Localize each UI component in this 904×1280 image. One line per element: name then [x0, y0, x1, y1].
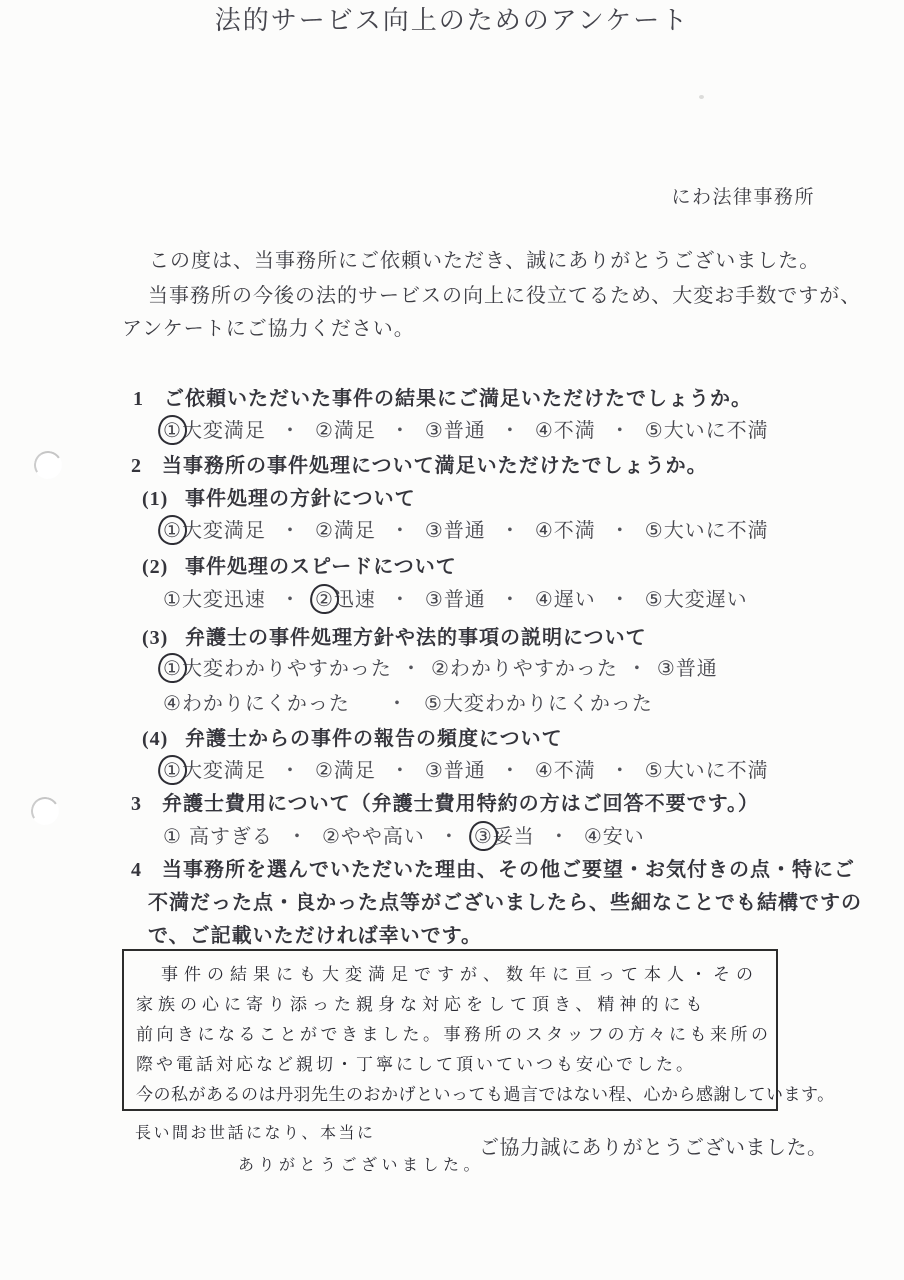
question-2-4-options [163, 759, 769, 783]
option-number: ③ [424, 420, 444, 442]
question-2-heading [131, 454, 708, 478]
option [322, 826, 425, 848]
option [645, 420, 769, 442]
option-label: 大いに不満 [663, 760, 769, 782]
intro-line: この度は、当事務所にご依頼いただき、誠にありがとうございました。 [149, 250, 821, 272]
option-label: 大変わかりにくかった [442, 693, 653, 715]
option [657, 658, 718, 680]
sub-question-number: (3) [142, 627, 169, 649]
question-3-options [163, 825, 645, 849]
option-label: 高すぎる [188, 826, 273, 848]
question-4-heading [131, 858, 855, 882]
option-label: 安い [602, 826, 645, 848]
option-label: 不満 [553, 520, 596, 542]
option-label: 妥当 [492, 826, 535, 848]
option [163, 760, 266, 782]
option-number: ③ [424, 760, 444, 782]
question-2-2-options [163, 588, 748, 612]
punch-hole-artifact [28, 794, 61, 827]
sub-question-number: (1) [142, 488, 169, 510]
option-separator: ・ [389, 760, 411, 782]
option-number: ③ [424, 520, 444, 542]
option-separator: ・ [386, 693, 408, 715]
option [315, 420, 376, 442]
option-separator: ・ [286, 826, 308, 848]
sub-question-text: 弁護士からの事件の報告の頻度について [185, 728, 563, 750]
option-separator: ・ [609, 589, 631, 611]
option-number: ④ [583, 826, 603, 848]
question-2-number: 2 [131, 455, 142, 477]
option-separator: ・ [279, 589, 301, 611]
option [163, 693, 350, 715]
option [315, 520, 376, 542]
option-number: ④ [534, 760, 554, 782]
option-label: 大いに不満 [663, 420, 769, 442]
option-label: わかりやすかった [449, 658, 618, 680]
option-number: ④ [534, 420, 554, 442]
option-label: 満足 [333, 520, 376, 542]
option-number: ① [163, 826, 182, 848]
question-1-heading [133, 387, 752, 411]
sub-question-text: 事件処理のスピードについて [185, 556, 457, 578]
option-number: ② [314, 520, 334, 542]
option-number: ② [321, 826, 341, 848]
handwritten-comment-line: 事件の結果にも大変満足ですが、数年に亘って本人・その [161, 965, 759, 985]
option-label: 大変満足 [181, 520, 266, 542]
option [535, 420, 596, 442]
option-separator: ・ [548, 826, 570, 848]
handwritten-comment-line: 家族の心に寄り添った親身な対応をして頂き、精神的にも [136, 995, 708, 1015]
option-label: 大変迅速 [181, 589, 266, 611]
option-number: ⑤ [644, 420, 664, 442]
scan-speck [699, 95, 704, 99]
option-label: 満足 [333, 760, 376, 782]
question-4-number: 4 [131, 859, 142, 881]
option [424, 693, 653, 715]
option-number: ③ [656, 658, 676, 680]
option [163, 420, 266, 442]
option [431, 658, 618, 680]
selected-answer-circle: ① [163, 658, 182, 680]
question-3-number: 3 [131, 793, 142, 815]
option-label: 大いに不満 [663, 520, 769, 542]
question-4-text-line: 不満だった点・良かった点等がございましたら、些細なことでも結構ですの [148, 892, 862, 914]
option-label: 普通 [443, 760, 486, 782]
option [315, 760, 376, 782]
option-label: 普通 [675, 658, 718, 680]
option [645, 520, 769, 542]
question-2-3-options-row-1 [163, 657, 718, 681]
question-2-text: 当事務所の事件処理について満足いただけたでしょうか。 [162, 455, 708, 477]
option-number: ② [314, 760, 334, 782]
question-3-text: 弁護士費用について（弁護士費用特約の方はご回答不要です。） [162, 793, 759, 815]
option [645, 589, 748, 611]
comment-box [122, 949, 835, 1111]
question-4-text-line: で、ご記載いただければ幸いです。 [148, 925, 482, 947]
option-label: 普通 [443, 589, 486, 611]
option [163, 520, 266, 542]
option [315, 589, 376, 611]
question-2-1-options [163, 519, 769, 543]
option-label: わかりにくかった [181, 693, 350, 715]
handwritten-closing-line: 長い間お世話になり、本当に [135, 1123, 376, 1142]
question-2-3-heading [142, 626, 647, 650]
option [535, 520, 596, 542]
option-number: ② [430, 658, 450, 680]
intro-line: 当事務所の今後の法的サービスの向上に役立てるため、大変お手数ですが、 [148, 285, 862, 307]
option-separator: ・ [499, 420, 521, 442]
option [535, 760, 596, 782]
office-name: にわ法律事務所 [671, 187, 815, 208]
option-separator: ・ [400, 658, 422, 680]
handwritten-closing-line: ありがとうございました。 [238, 1155, 485, 1174]
question-2-4-heading [142, 727, 563, 751]
option [163, 658, 392, 680]
question-3-heading [131, 792, 759, 816]
punch-hole-artifact [31, 448, 64, 481]
option-separator: ・ [626, 658, 648, 680]
intro-line: アンケートにご協力ください。 [122, 318, 415, 340]
option-separator: ・ [609, 760, 631, 782]
option-separator: ・ [609, 420, 631, 442]
option-label: 大変満足 [181, 760, 266, 782]
option-number: ④ [163, 693, 182, 715]
option-label: 不満 [553, 760, 596, 782]
option-label: やや高い [340, 826, 425, 848]
question-2-3-options-row-2 [163, 692, 653, 716]
option-separator: ・ [389, 420, 411, 442]
option-separator: ・ [499, 520, 521, 542]
handwritten-comment-line: 際や電話対応など親切・丁寧にして頂いていつも安心でした。 [136, 1055, 696, 1075]
option-separator: ・ [279, 420, 301, 442]
option-number: ② [314, 420, 334, 442]
option-number: ⑤ [644, 589, 664, 611]
question-2-1-heading [142, 487, 416, 511]
option-number: ⑤ [423, 693, 443, 715]
option [163, 589, 266, 611]
option-label: 普通 [443, 420, 486, 442]
question-2-2-heading [142, 555, 457, 579]
selected-answer-circle: ① [163, 760, 182, 782]
question-1-number: 1 [133, 388, 144, 410]
option-label: 大変わかりやすかった [181, 658, 392, 680]
question-1-options [163, 419, 769, 443]
option-separator: ・ [389, 589, 411, 611]
option-label: 不満 [553, 420, 596, 442]
option [584, 826, 645, 848]
option-label: 遅い [553, 589, 596, 611]
option [425, 760, 486, 782]
selected-answer-circle: ② [314, 589, 334, 611]
handwritten-comment-line: 前向きになることができました。事務所のスタッフの方々にも来所の [136, 1025, 772, 1045]
option-separator: ・ [279, 520, 301, 542]
option-label: 迅速 [333, 589, 376, 611]
option-number: ④ [534, 520, 554, 542]
option-number: ① [163, 589, 182, 611]
closing-thanks-printed: ご協力誠にありがとうございました。 [479, 1137, 828, 1159]
option-number: ⑤ [644, 760, 664, 782]
option-separator: ・ [279, 760, 301, 782]
sub-question-text: 事件処理の方針について [185, 488, 416, 510]
option-label: 普通 [443, 520, 486, 542]
option-number: ⑤ [644, 520, 664, 542]
option [425, 520, 486, 542]
sub-question-number: (2) [142, 556, 169, 578]
selected-answer-circle: ① [163, 520, 182, 542]
option-separator: ・ [438, 826, 460, 848]
option-number: ④ [534, 589, 554, 611]
selected-answer-circle: ③ [473, 826, 493, 848]
question-1-text: ご依頼いただいた事件の結果にご満足いただけたでしょうか。 [164, 388, 752, 410]
handwritten-comment-line: 今の私があるのは丹羽先生のおかげといっても過言ではない程、心から感謝しています。 [136, 1085, 835, 1105]
option-separator: ・ [499, 589, 521, 611]
option-label: 大変遅い [663, 589, 748, 611]
option-separator: ・ [609, 520, 631, 542]
option-separator: ・ [389, 520, 411, 542]
option [163, 826, 273, 848]
option [425, 420, 486, 442]
selected-answer-circle: ① [163, 420, 182, 442]
sub-question-number: (4) [142, 728, 169, 750]
option-label: 満足 [333, 420, 376, 442]
sub-question-text: 弁護士の事件処理方針や法的事項の説明について [185, 627, 647, 649]
option-number: ③ [424, 589, 444, 611]
page-title: 法的サービス向上のためのアンケート [214, 6, 690, 35]
option [474, 826, 535, 848]
option-label: 大変満足 [181, 420, 266, 442]
question-4-text-line: 当事務所を選んでいただいた理由、その他ご要望・お気付きの点・特にご [162, 859, 855, 881]
option [425, 589, 486, 611]
option [645, 760, 769, 782]
option [535, 589, 596, 611]
option-separator: ・ [499, 760, 521, 782]
